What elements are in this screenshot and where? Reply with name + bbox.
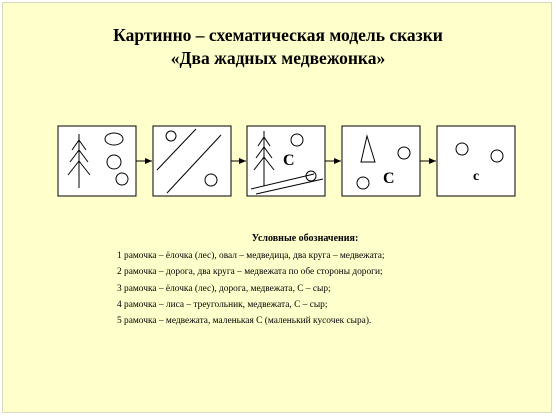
cheese-letter: С [383,170,395,187]
legend [117,248,385,329]
legend-title: Условные обозначения: [251,233,359,244]
legend-line-1: 1 рамочка – ёлочка (лес), овал – медведица, два круга – медвежата; [117,251,385,261]
legend-line-3: 3 рамочка – ёлочка (лес), дорога, медвежата, С – сыр; [117,283,331,294]
frame-3 [247,126,325,196]
frame-4 [342,126,420,196]
small-cheese-letter: с [473,169,480,184]
frame-5-border [437,126,515,196]
frame-2 [153,126,231,196]
frame-1 [58,126,136,196]
legend-line-2: 2 рамочка – дорога, два круга – медвежата по обе стороны дороги; [117,267,383,278]
frame-1-border [58,126,136,196]
legend-line-4: 4 рамочка – лиса – треугольник, медвежата, С – сыр; [117,299,328,310]
frame-5 [437,126,515,196]
title-line-2: «Два жадных медвежонка» [170,48,386,68]
title-line-1: Картинно – схематическая модель сказки [113,25,443,45]
legend-line-5: 5 рамочка – медвежата, маленькая С (маленький кусочек сыра). [117,316,372,327]
frame-4-border [342,126,420,196]
cheese-letter: С [283,152,295,169]
